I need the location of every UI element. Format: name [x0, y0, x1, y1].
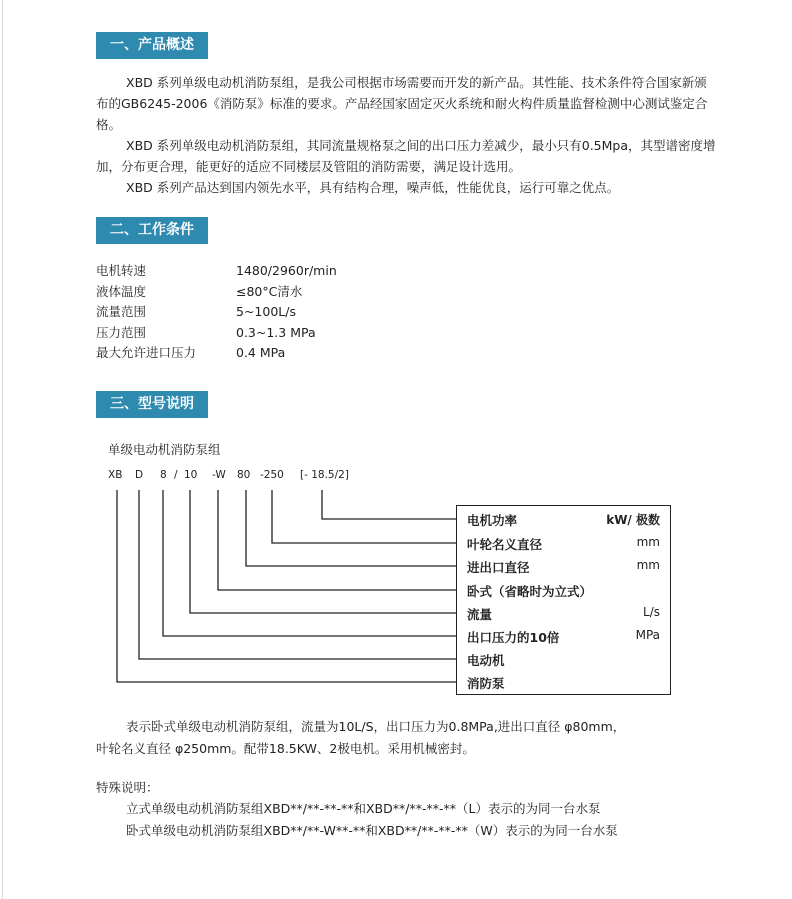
- legend-label: 卧式（省略时为立式）: [467, 584, 593, 599]
- condition-key: 压力范围: [96, 324, 147, 340]
- special-notes: [126, 798, 746, 842]
- legend-unit: mm: [636, 558, 660, 572]
- overview-paragraph: XBD 系列单级电动机消防泵组，是我公司根据市场需要而开发的新产品。其性能、技术条件符合国家新颁布的GB6245-2006《消防泵》标准的要求。产品经国家固定灭火系统和耐火构件质量监督检测中心测试鉴定合格。: [96, 75, 708, 132]
- special-notes-title: 特殊说明：: [96, 780, 159, 795]
- overview-paragraph: XBD 系列单级电动机消防泵组，其同流量规格泵之间的出口压力差减少，最小只有0.5Mpa，其型谱密度增加，分布更合理，能更好的适应不同楼层及管阻的消防需要，满足设计选用。: [96, 138, 716, 174]
- special-note: 卧式单级电动机消防泵组XBD**/**-W**-**和XBD**/**-**-**（W）表示的为同一台水泵: [126, 823, 618, 838]
- legend-item: [467, 511, 660, 531]
- code-part: D: [135, 469, 144, 481]
- condition-value: 1480/2960r/min: [236, 263, 337, 278]
- legend-label: 消防泵: [467, 676, 505, 691]
- leader-line-pressure: [163, 490, 456, 636]
- model-subtitle: 单级电动机消防泵组: [108, 442, 221, 457]
- leader-line-power: [322, 490, 456, 519]
- overview-paragraph: XBD 系列产品达到国内领先水平，具有结构合理，噪声低，性能优良，运行可靠之优点。: [126, 180, 620, 195]
- leader-line-horizontal: [218, 490, 456, 590]
- legend-label: 流量: [467, 607, 493, 622]
- code-part: -250: [260, 469, 284, 481]
- condition-value: 0.4 MPa: [236, 345, 286, 360]
- special-note: 立式单级电动机消防泵组XBD**/**-**-**和XBD**/**-**-**（L）表示的为同一台水泵: [126, 801, 601, 816]
- condition-key: 流量范围: [96, 304, 147, 319]
- section-heading-overview: 一、产品概述: [96, 32, 208, 59]
- example-line: 叶轮名义直径 φ250mm。配带18.5KW、2极电机。采用机械密封。: [96, 741, 475, 756]
- legend-unit: mm: [636, 535, 660, 549]
- legend-label: 进出口直径: [467, 560, 530, 575]
- leader-line-impeller: [272, 490, 456, 543]
- section-heading-conditions: 二、工作条件: [96, 217, 208, 244]
- code-part: /: [174, 469, 178, 481]
- code-part: 80: [237, 469, 251, 481]
- legend-item: [467, 582, 660, 602]
- example-line: 表示卧式单级电动机消防泵组，流量为10L/S，出口压力为0.8MPa,进出口直径 φ80mm，: [126, 719, 626, 734]
- code-part: XB: [108, 469, 123, 481]
- condition-value: ≤80°C清水: [236, 283, 303, 299]
- condition-key: 最大允许进口压力: [96, 345, 197, 360]
- condition-key: 液体温度: [96, 283, 147, 299]
- legend-unit: L/s: [643, 605, 660, 619]
- leader-line-motor: [139, 490, 456, 659]
- code-part: 10: [184, 469, 198, 481]
- legend-unit: kW/ 极数: [606, 513, 660, 527]
- legend-item: [467, 558, 660, 578]
- section-heading-model: 三、型号说明: [96, 391, 208, 418]
- model-example: [96, 716, 736, 760]
- leader-line-flow: [190, 490, 456, 613]
- code-part: [- 18.5/2]: [300, 469, 349, 481]
- legend-item: [467, 605, 660, 625]
- legend-item: [467, 535, 660, 555]
- condition-key: 电机转速: [96, 263, 147, 278]
- legend-item: [467, 674, 660, 694]
- condition-value: 5~100L/s: [236, 304, 296, 319]
- legend-item: [467, 651, 660, 671]
- leader-line-port: [246, 490, 456, 566]
- legend-unit: MPa: [635, 628, 660, 642]
- model-legend-box: [456, 505, 671, 695]
- legend-label: 电机功率: [467, 513, 518, 528]
- code-part: 8: [160, 469, 167, 481]
- legend-label: 电动机: [467, 653, 505, 668]
- legend-label: 出口压力的10倍: [467, 630, 560, 645]
- code-part: -W: [212, 469, 226, 481]
- legend-item: [467, 628, 660, 648]
- condition-value: 0.3~1.3 MPa: [236, 324, 316, 340]
- legend-label: 叶轮名义直径: [467, 537, 543, 552]
